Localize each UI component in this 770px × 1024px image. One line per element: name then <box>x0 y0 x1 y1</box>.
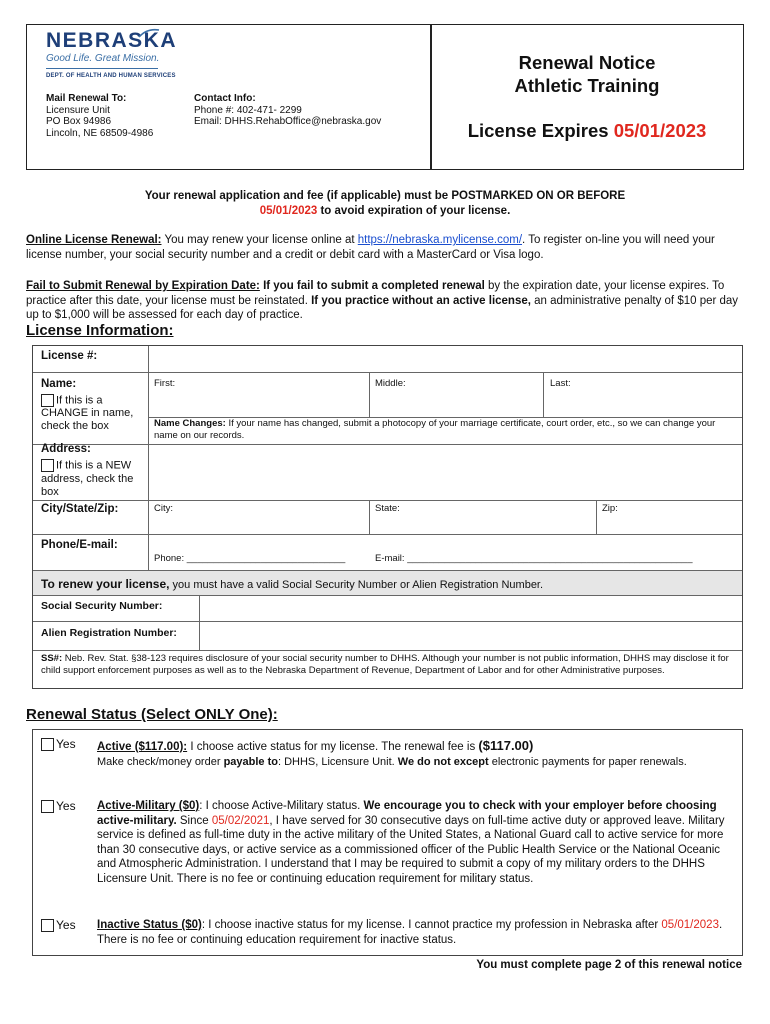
postmark-date: 05/01/2023 <box>259 205 318 217</box>
footer-note: You must complete page 2 of this renewal notice <box>476 959 742 971</box>
active-text1: I choose active status for my license. The renewal fee is <box>187 741 479 753</box>
inactive-date: 05/01/2023 <box>661 919 719 931</box>
first-name-field[interactable] <box>149 386 368 416</box>
military-text1: : I choose Active-Military status. <box>199 800 364 812</box>
fail-label: Fail to Submit Renewal by Expiration Date: <box>26 280 260 292</box>
contact-block <box>194 93 381 128</box>
license-info-heading: License Information: <box>26 322 174 339</box>
inactive-text2: . There is no fee or continuing education requirement for inactive status. <box>97 919 723 946</box>
active-option[interactable] <box>41 737 76 751</box>
inactive-label: Inactive Status ($0) <box>97 919 202 931</box>
fail-bold1: If you fail to submit a completed renewal <box>259 280 485 292</box>
col-divider <box>596 500 597 534</box>
military-text2: Since <box>176 814 212 827</box>
inactive-checkbox[interactable] <box>41 919 54 932</box>
name-change-checkbox-group <box>41 394 146 433</box>
phone-field[interactable]: Phone: ______________________________ <box>154 553 346 564</box>
middle-name-label: Middle: <box>375 378 406 389</box>
mail-line3: Lincoln, NE 68509-4986 <box>46 127 154 139</box>
logo-divider <box>46 68 158 69</box>
active-fee: ($117.00) <box>478 738 534 753</box>
ssn-field[interactable] <box>200 596 741 620</box>
ssn-label: Social Security Number: <box>41 600 163 612</box>
address-field[interactable] <box>149 445 741 499</box>
renew-requirement <box>41 577 543 591</box>
row-divider <box>33 534 742 535</box>
renew-bold: To renew your license, <box>41 577 170 591</box>
active-bold: We do not except <box>397 755 489 768</box>
logo-tagline: Good Life. Great Mission. <box>46 53 160 64</box>
active-checkbox[interactable] <box>41 738 54 751</box>
alien-reg-field[interactable] <box>200 622 741 649</box>
last-name-field[interactable] <box>544 386 741 416</box>
expires-label: License Expires <box>467 120 614 141</box>
inactive-text1: : I choose inactive status for my license. I cannot practice my profession in Nebraska after <box>201 919 662 931</box>
new-address-checkbox[interactable] <box>41 459 54 472</box>
first-name-label: First: <box>154 378 176 389</box>
military-bold: We encourage you to check with your employer before choosing active-military. <box>97 800 717 827</box>
logo-swoosh-icon <box>138 27 160 39</box>
active-description <box>97 739 733 769</box>
online-text2: . To register on-line you will need your license number, your social security number and a credit or debit card with a MasterCard or Visa logo. <box>26 234 715 261</box>
active-text4: electronic payments for paper renewals. <box>488 755 687 768</box>
notice-title-line2: Athletic Training <box>514 75 660 96</box>
active-text3: : DHHS, Licensure Unit. <box>277 755 398 768</box>
name-change-checkbox[interactable] <box>41 394 54 407</box>
mail-line1: Licensure Unit <box>46 104 110 116</box>
fail-text2: an administrative penalty of $10 per day up to $1,000 will be assessed for each day of practice. <box>26 294 739 321</box>
inactive-description <box>97 918 733 947</box>
name-change-checkbox-label: If this is a CHANGE in name, check the box <box>41 394 134 433</box>
contact-email: Email: DHHS.RehabOffice@nebraska.gov <box>194 116 382 127</box>
ss-label: SS#: <box>41 653 63 664</box>
postmark-line1: Your renewal application and fee (if applicable) must be POSTMARKED ON OR BEFORE <box>144 190 626 202</box>
mail-label: Mail Renewal To: <box>46 93 127 104</box>
active-text2: Make check/money order <box>97 755 224 768</box>
fail-to-submit-paragraph <box>26 279 744 323</box>
license-number-label: License #: <box>41 350 98 362</box>
contact-label: Contact Info: <box>194 93 256 104</box>
online-renewal-label: Online License Renewal: <box>26 234 162 246</box>
row-divider <box>33 372 742 373</box>
license-number-field[interactable] <box>149 347 741 371</box>
postmark-line2: to avoid expiration of your license. <box>317 205 511 217</box>
military-checkbox[interactable] <box>41 800 54 813</box>
new-address-checkbox-group <box>41 459 146 500</box>
renew-text: you must have a valid Social Security Number or Alien Registration Number. <box>169 579 544 591</box>
row-divider <box>33 650 742 651</box>
nebraska-logo: NEBRASKA <box>46 29 178 52</box>
name-label: Name: <box>41 378 77 390</box>
new-address-checkbox-label: If this is a NEW address, check the box <box>41 459 134 499</box>
military-yes-label: Yes <box>56 799 76 813</box>
col-divider <box>369 500 370 534</box>
online-renewal-link[interactable]: https://nebraska.mylicense.com/ <box>357 234 523 246</box>
row-divider <box>33 570 742 571</box>
row-divider <box>33 500 742 501</box>
license-expires <box>432 120 742 142</box>
logo-department: DEPT. OF HEALTH AND HUMAN SERVICES <box>46 73 176 79</box>
middle-name-field[interactable] <box>370 386 542 416</box>
fail-bold2: If you practice without an active license, <box>311 294 531 307</box>
military-text3: , I have served for 30 consecutive days on full-time active duty or approved leave. Military service is defined as full-time duty in the active military of the United States, a National Guard call to active service for more than 30 consecutive days, or active service as a commissioned officer of the Public Health Service or the National Oceanic and Atmospheric Administration. I understand that I may be required to submit a copy of my military orders to the DHHS Licensure Unit. There is no fee or continuing education requirement for military status. <box>97 814 725 885</box>
inactive-option[interactable] <box>41 918 76 932</box>
military-option[interactable] <box>41 799 76 813</box>
header-divider <box>430 24 432 170</box>
zip-label: Zip: <box>602 503 618 514</box>
mail-line2: PO Box 94986 <box>46 116 112 127</box>
ss-disclosure-note <box>41 653 736 676</box>
address-label: Address: <box>41 443 91 455</box>
expires-date: 05/01/2023 <box>613 120 707 141</box>
name-changes-note <box>154 418 736 442</box>
active-yes-label: Yes <box>56 737 76 751</box>
name-changes-text: If your name has changed, submit a photocopy of your marriage certificate, court order, etc., so we can change your name on our records. <box>154 418 716 441</box>
renewal-status-heading: Renewal Status (Select ONLY One): <box>26 706 278 723</box>
fail-text1: by the expiration date, your license expires. To practice after this date, your license must be reinstated. <box>26 280 725 307</box>
notice-title <box>432 51 742 97</box>
ss-text: Neb. Rev. Stat. §38-123 requires disclosure of your social security number to DHHS. Although your number is not public information, DHHS may disclose it for child support enforcement purposes as well as to the Nebraska Department of Revenue, Department of Labor and for other Administrative purposes. <box>41 653 729 676</box>
name-changes-label: Name Changes: <box>154 418 226 429</box>
last-name-label: Last: <box>550 378 571 389</box>
city-state-zip-label: City/State/Zip: <box>41 503 119 515</box>
active-label: Active ($117.00): <box>97 741 188 753</box>
military-label: Active-Military ($0) <box>97 800 200 812</box>
email-field[interactable]: E-mail: ______________________________________________________ <box>375 553 693 564</box>
postmark-notice <box>26 189 744 219</box>
mail-renewal-block <box>46 93 153 139</box>
city-label: City: <box>154 503 173 514</box>
alien-reg-label: Alien Registration Number: <box>41 627 177 639</box>
notice-title-line1: Renewal Notice <box>518 52 656 73</box>
inactive-yes-label: Yes <box>56 918 76 932</box>
active-payable: payable to <box>223 755 278 768</box>
military-date: 05/02/2021 <box>211 814 270 827</box>
military-description <box>97 799 733 886</box>
online-text1: You may renew your license online at <box>161 234 358 246</box>
phone-email-label: Phone/E-mail: <box>41 539 118 551</box>
contact-phone: Phone #: 402-471- 2299 <box>194 104 302 116</box>
state-label: State: <box>375 503 400 514</box>
license-info-table <box>32 345 743 689</box>
online-renewal-paragraph <box>26 233 744 262</box>
